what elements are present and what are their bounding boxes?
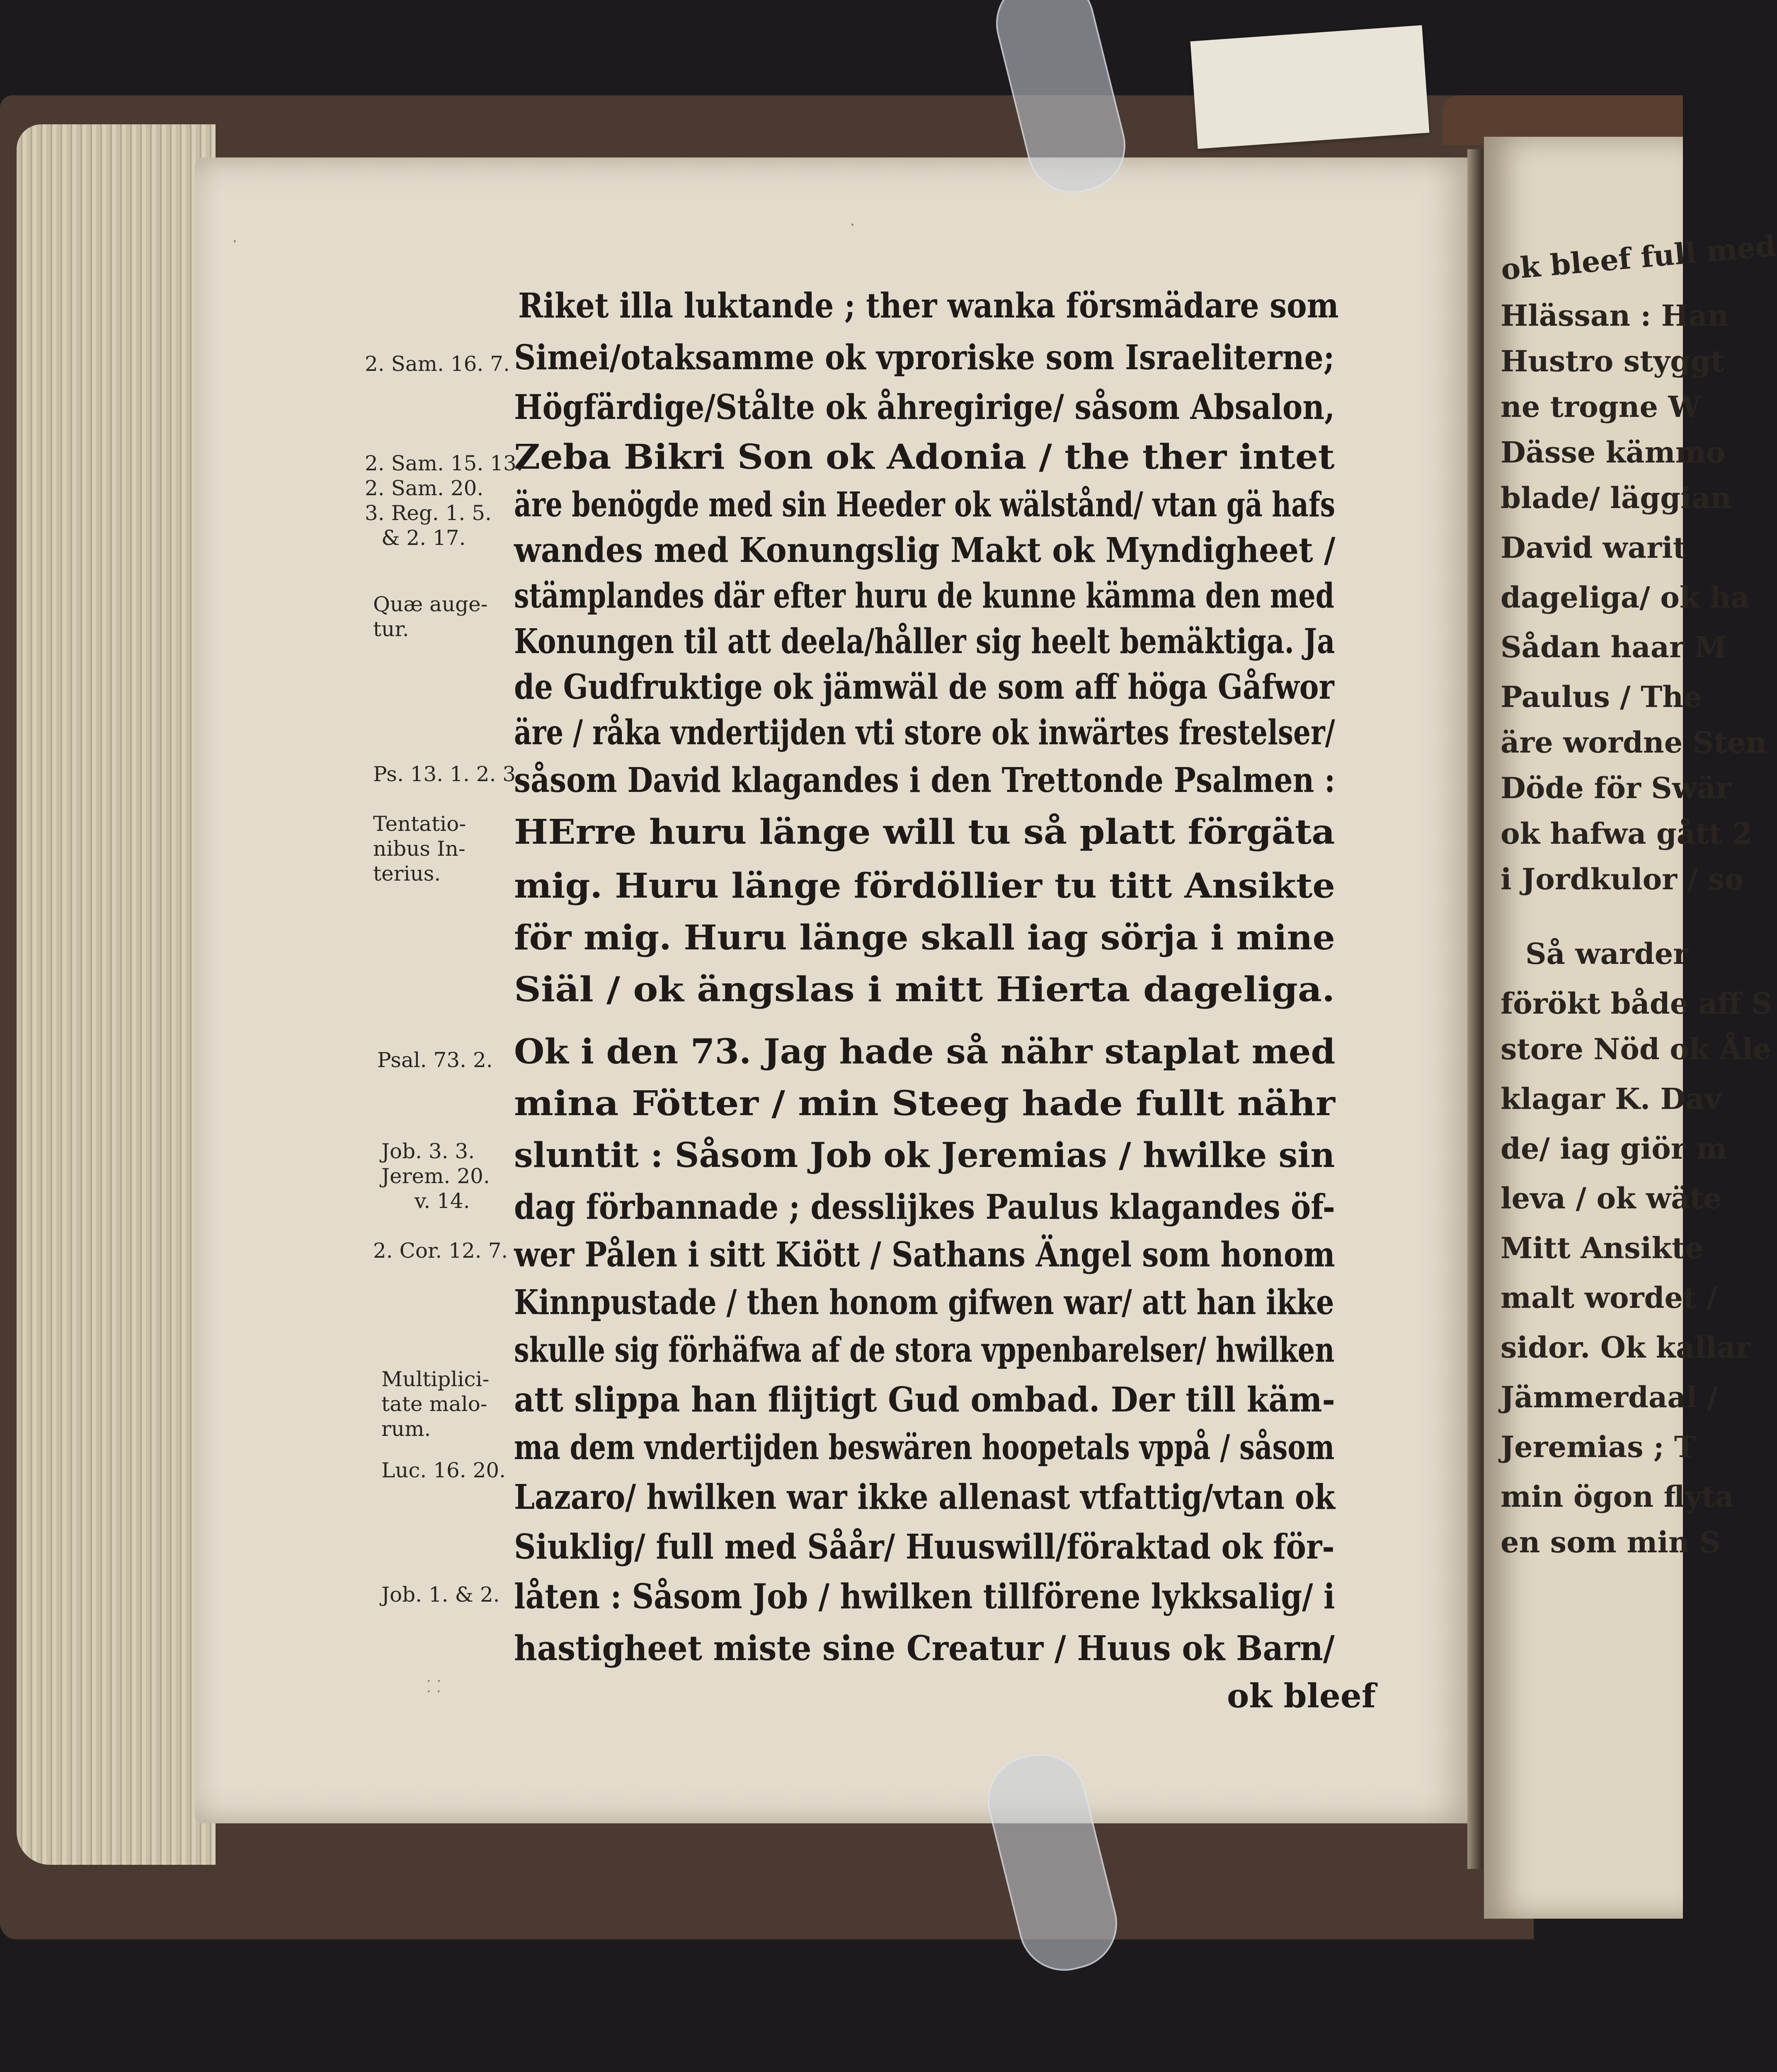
page-edges — [17, 124, 216, 1865]
text-line: de Gudfruktige ok jämwäl de som aff höga Gåfwor — [514, 667, 1334, 707]
margin-note: Tentatio- — [373, 812, 466, 836]
next-page-line: Dässe kämmo — [1501, 435, 1726, 470]
text-line: äre / råka vndertijden vti store ok inwärtes frestelser/ — [514, 713, 1335, 753]
paper-speck: · — [850, 215, 855, 235]
margin-note: Ps. 13. 1. 2. 3. — [373, 762, 523, 786]
next-page-line: leva / ok wäte — [1501, 1181, 1722, 1215]
next-page-line: förökt både aff S — [1501, 986, 1772, 1021]
next-page-line: Sådan haar M — [1501, 630, 1727, 664]
paper-speck: · — [232, 232, 238, 251]
margin-note: 2. Cor. 12. 7. — [373, 1239, 508, 1263]
text-line: mig. Huru länge fördöllier tu titt Ansikte — [514, 866, 1336, 906]
text-line: för mig. Huru länge skall iag sörja i mine — [514, 918, 1335, 958]
text-line: wer Pålen i sitt Kiött / Sathans Ängel som honom — [514, 1235, 1335, 1275]
margin-note: rum. — [381, 1417, 431, 1441]
margin-note: Job. 1. & 2. — [381, 1583, 500, 1607]
margin-note: Luc. 16. 20. — [381, 1458, 506, 1482]
margin-note: tate malo- — [381, 1392, 487, 1416]
text-line: wandes med Konungslig Makt ok Myndigheet / — [514, 530, 1336, 570]
paper-tab — [1190, 25, 1430, 149]
text-line: låten : Såsom Job / hwilken tillförene lykksalig/ i — [514, 1577, 1335, 1617]
next-page-line: min ögon flyta — [1501, 1479, 1734, 1514]
text-line: Lazaro/ hwilken war ikke allenast vtfattig/vtan ok — [514, 1477, 1335, 1517]
next-page-line: ne trogne W — [1501, 390, 1701, 424]
next-page-line: de/ iag giör m — [1501, 1131, 1727, 1166]
text-line: Konungen til att deela/håller sig heelt bemäktiga. Ja — [514, 622, 1335, 661]
text-line: hastigheet miste sine Creatur / Huus ok Barn/ — [514, 1629, 1335, 1668]
text-line: äre benögde med sin Heeder ok wälstånd/ vtan gä hafs — [514, 485, 1336, 525]
margin-note: & 2. 17. — [381, 526, 466, 550]
next-page-line: dageliga/ ok ha — [1501, 580, 1750, 615]
next-page-line: store Nöd ok Åle — [1501, 1032, 1772, 1066]
next-page-line: malt wordet / — [1501, 1280, 1717, 1315]
next-page-line: Mitt Ansikte — [1501, 1231, 1704, 1265]
margin-note: 2. Sam. 16. 7. — [365, 352, 510, 376]
text-line: dag förbannade ; desslijkes Paulus klagandes öf- — [514, 1187, 1335, 1227]
text-line: Simei/otaksamme ok vproriske som Israeliterne; — [514, 338, 1335, 378]
margin-note: 2. Sam. 20. — [365, 476, 484, 500]
text-line: stämplandes där efter huru de kunne kämma den med — [514, 576, 1334, 616]
margin-note: v. 14. — [415, 1189, 470, 1213]
text-line: att slippa han flijtigt Gud ombad. Der till käm- — [514, 1380, 1335, 1420]
text-line: mina Fötter / min Steeg hade fullt nähr — [514, 1084, 1336, 1123]
next-page-line: Hustro styggt — [1501, 344, 1724, 378]
next-page-line: i Jordkulor / so — [1501, 862, 1744, 896]
text-line: HErre huru länge will tu så platt förgäta — [514, 812, 1335, 852]
next-page-line: Paulus / The — [1501, 680, 1702, 714]
margin-note: Psal. 73. 2. — [377, 1048, 493, 1072]
next-page-line: ok hafwa gått 2 — [1501, 816, 1753, 851]
next-page-line: Jämmerdaal / — [1501, 1380, 1718, 1414]
text-line: Ok i den 73. Jag hade så nähr staplat med — [514, 1032, 1336, 1072]
text-line: Riket illa luktande ; ther wanka försmädare som — [518, 286, 1339, 326]
next-page-line: äre wordne Sten — [1501, 725, 1767, 760]
text-line: såsom David klagandes i den Trettonde Psalmen : — [514, 760, 1336, 800]
margin-note: tur. — [373, 617, 409, 641]
text-line: Zeba Bikri Son ok Adonia / the ther intet — [514, 437, 1335, 477]
text-line: Kinnpustade / then honom gifwen war/ att han ikke — [514, 1283, 1334, 1322]
text-line: sluntit : Såsom Job ok Jeremias / hwilke sin — [514, 1135, 1335, 1175]
margin-note: 2. Sam. 15. 13. — [365, 451, 523, 475]
next-page-line: Hlässan : Han — [1501, 298, 1729, 333]
text-line: ma dem vndertijden beswären hoopetals vppå / såsom — [514, 1428, 1335, 1467]
margin-note: Jerem. 20. — [381, 1164, 490, 1188]
text-line: Högfärdige/Stålte ok åhregirige/ såsom Absalon, — [514, 387, 1335, 427]
margin-note: Quæ auge- — [373, 592, 488, 616]
next-page-line: Jeremias ; T — [1501, 1430, 1696, 1464]
margin-note: nibus In- — [373, 837, 465, 861]
next-page-line: blade/ läggian — [1501, 481, 1731, 515]
next-page-line: Så warder — [1525, 937, 1689, 971]
next-page-line: David warit — [1501, 530, 1687, 565]
text-line: Siuklig/ full med Såår/ Huuswill/föraktad ok för- — [514, 1527, 1335, 1567]
margin-note: Job. 3. 3. — [381, 1139, 475, 1163]
right-page — [1484, 137, 1777, 1919]
margin-note: 3. Reg. 1. 5. — [365, 501, 492, 525]
catchword: ok bleef — [1227, 1676, 1376, 1715]
text-line: skulle sig förhäfwa af de stora vppenbarelser/ hwilken — [514, 1330, 1335, 1370]
next-page-line: klagar K. Dav — [1501, 1082, 1721, 1116]
margin-note: Multiplici- — [381, 1367, 490, 1391]
paper-speck: ⸬ — [427, 1677, 441, 1696]
margin-note: terius. — [373, 862, 441, 886]
next-page-line: Döde för Swär — [1501, 771, 1731, 805]
next-page-line: ok bleef full med — [1499, 228, 1777, 287]
text-line: Siäl / ok ängslas i mitt Hierta dageliga. — [514, 970, 1335, 1009]
next-page-line: en som min S — [1501, 1525, 1721, 1559]
next-page-line: sidor. Ok kallar — [1501, 1330, 1751, 1365]
